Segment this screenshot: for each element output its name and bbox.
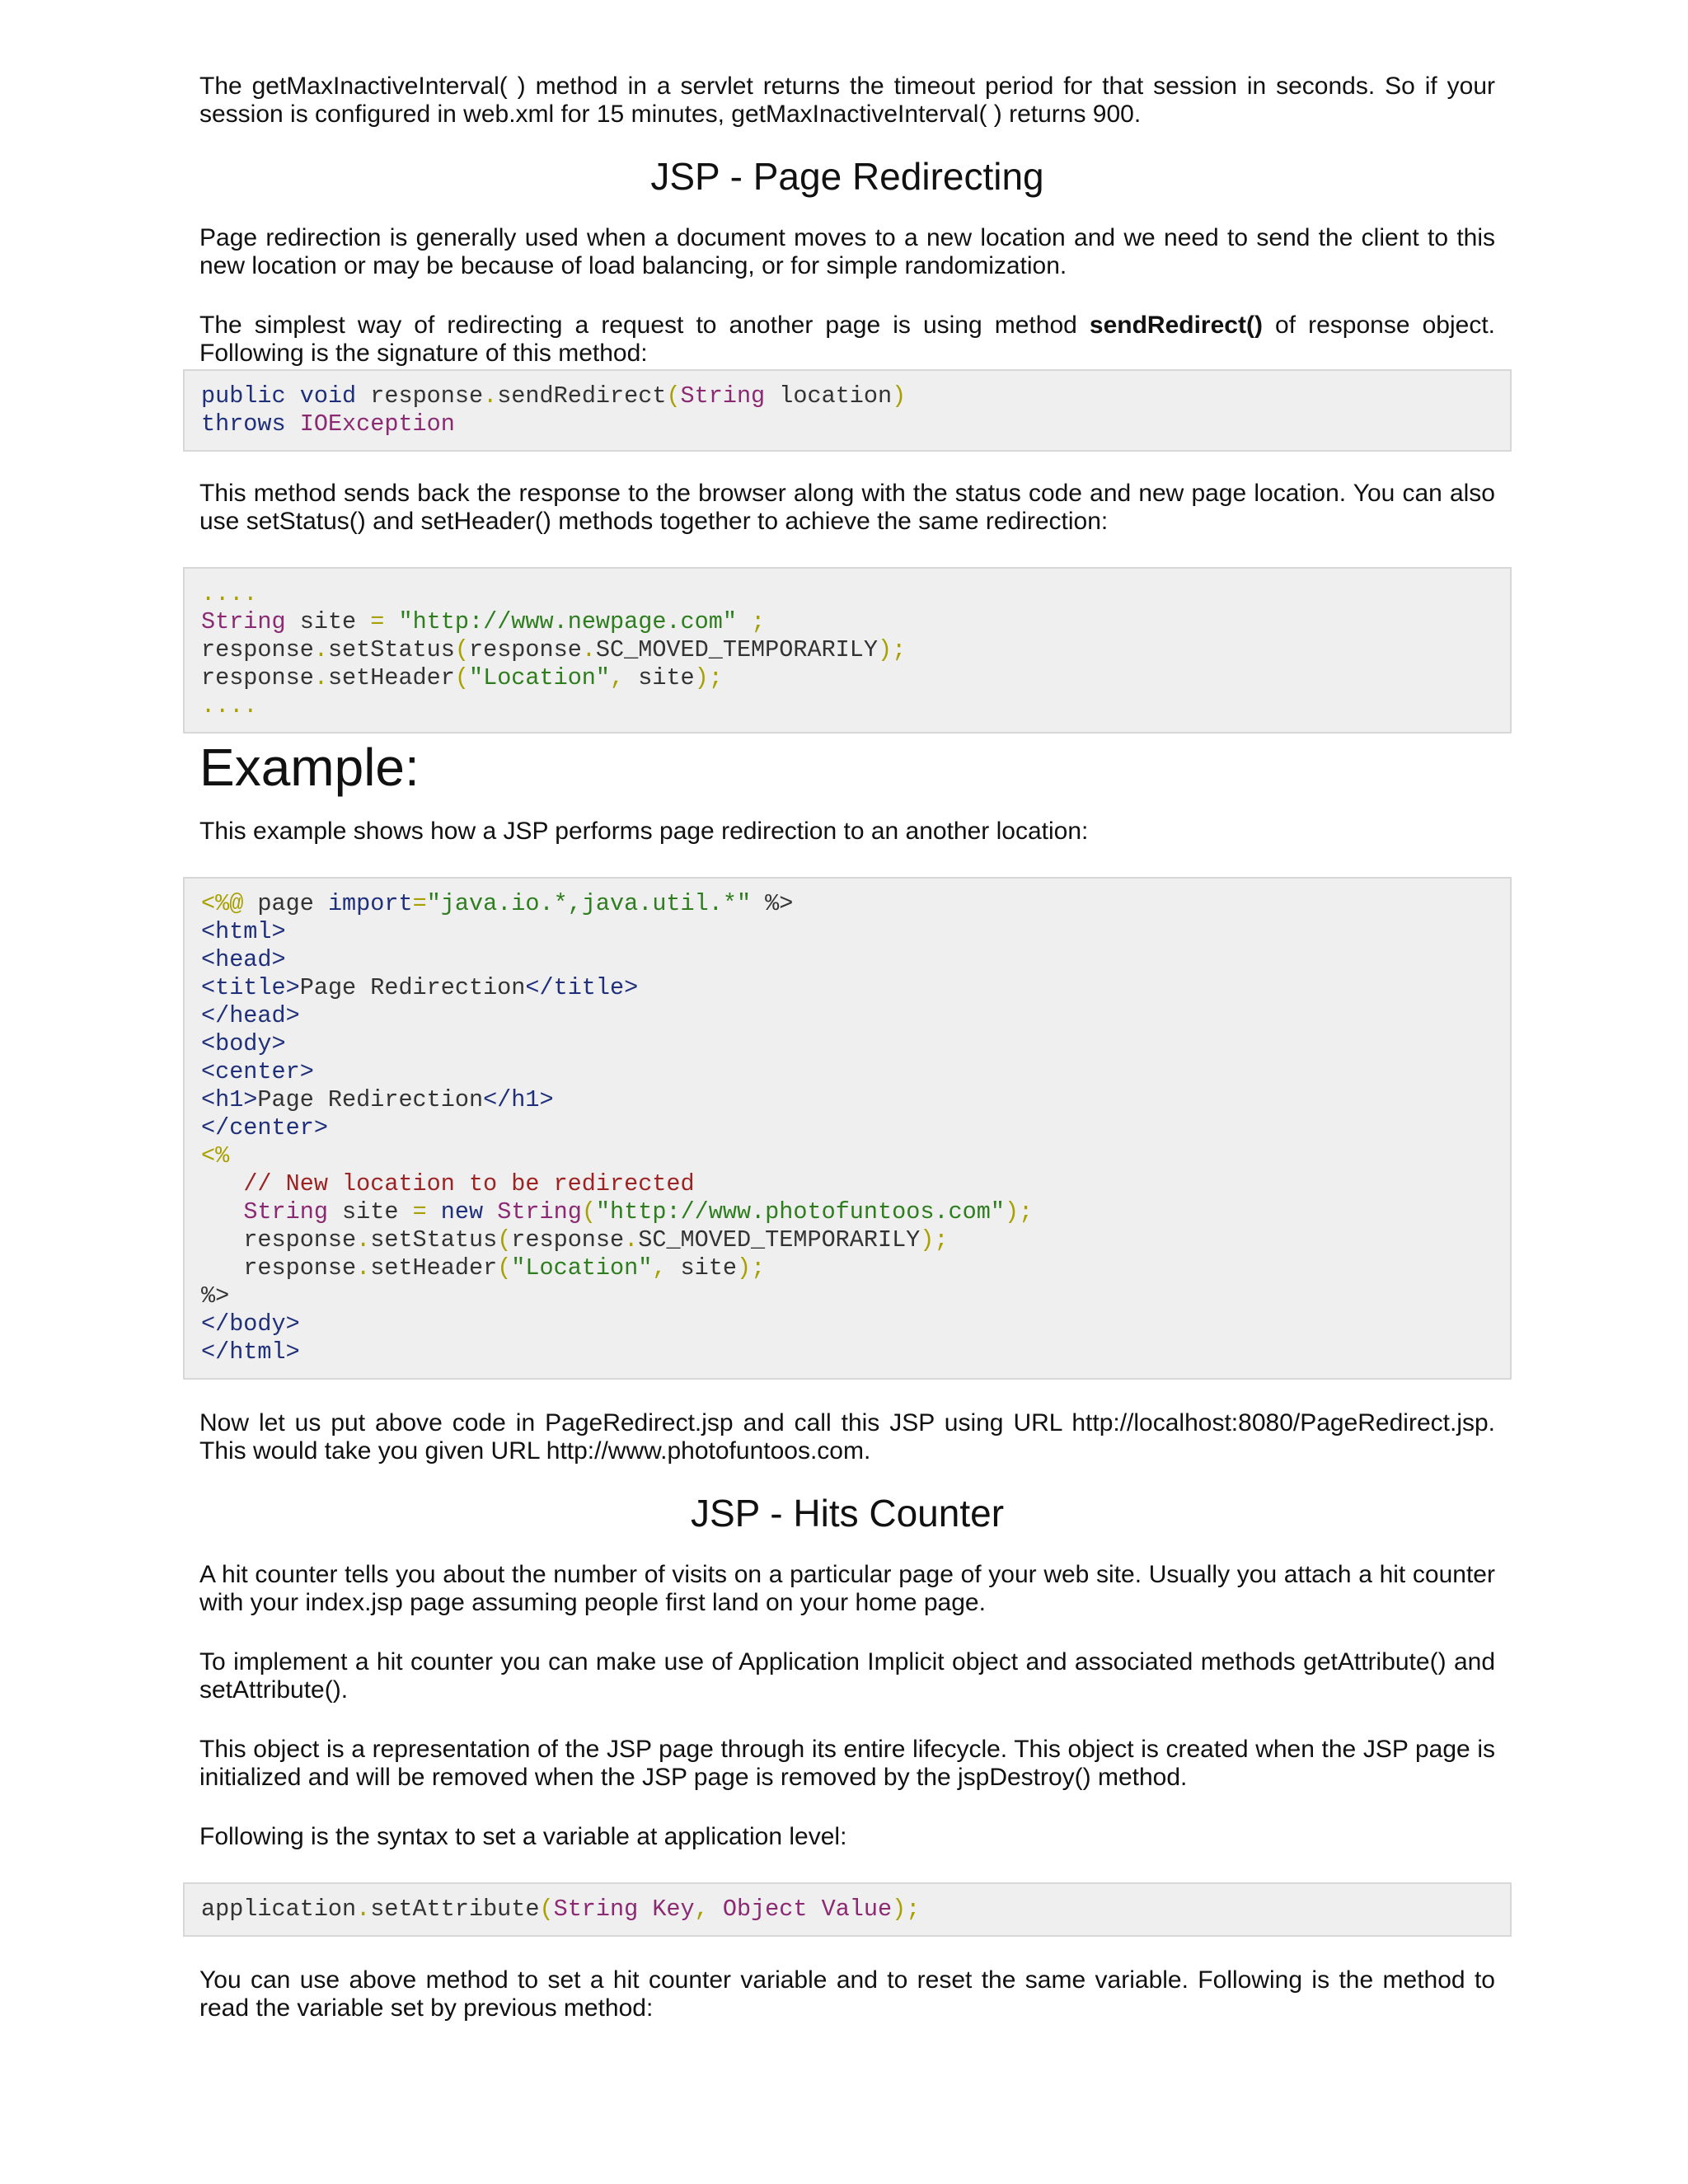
hits-paragraph-5: You can use above method to set a hit counter variable and to reset the same variable. Following is the method to read the variable set by previous method: (199, 1966, 1495, 2022)
hits-paragraph-2: To implement a hit counter you can make use of Application Implicit object and associated methods getAttribute() and setAttribute(). (199, 1648, 1495, 1704)
redirect-paragraph-2 (199, 312, 1495, 368)
redirect-paragraph-1: Page redirection is generally used when a document moves to a new location and we need to send the client to this new location or may be because of load balancing, or for simple randomization. (199, 224, 1495, 279)
redirect-paragraph-3: This method sends back the response to the browser along with the status code and new page location. You can also use setStatus() and setHeader() methods together to achieve the same redirection: (199, 480, 1495, 535)
hits-paragraph-4: Following is the syntax to set a variable at application level: (199, 1823, 847, 1850)
redirect-paragraph-2-text-b: of response object. Following is the signature of this method: (199, 312, 1495, 367)
example-paragraph-1: This example shows how a JSP performs page redirection to an another location: (199, 818, 1089, 845)
code-block-set-attribute: application.setAttribute(String Key, Object Value); (183, 1882, 1512, 1937)
hits-paragraph-3: This object is a representation of the JSP page through its entire lifecycle. This object is created when the JSP page is initialized and will be removed when the JSP page is removed by the jspDestroy() method. (199, 1736, 1495, 1791)
code-block-send-redirect: public void response.sendRedirect(String location) throws IOException (183, 369, 1512, 452)
intro-paragraph: The getMaxInactiveInterval( ) method in a servlet returns the timeout period for that session in seconds. So if your session is configured in web.xml for 15 minutes, getMaxInactiveInterval( ) returns 900. (199, 73, 1495, 128)
section-title-redirecting: JSP - Page Redirecting (650, 155, 1044, 198)
send-redirect-keyword: sendRedirect() (1089, 312, 1263, 339)
code-block-jsp-example: <%@ page import="java.io.*,java.util.*" %> <html> <head> <title>Page Redirection</title> </head> <body> <center> <h1>Page Redirection</h1> </center> <% // New location to be redirected String site = new String("http://www.photofuntoos.com"); response.setStatus(response.SC_MOVED_TEMPORARILY); response.setHeader("Location", site); %> </body> </html> (183, 877, 1512, 1380)
hits-paragraph-1: A hit counter tells you about the number of visits on a particular page of your web site. Usually you attach a hit counter with your index.jsp page assuming people first land on your home page. (199, 1561, 1495, 1616)
example-heading: Example: (199, 738, 420, 797)
code-block-set-status: .... String site = "http://www.newpage.com" ; response.setStatus(response.SC_MOVED_TEMPORARILY); response.setHeader("Location", site); .... (183, 567, 1512, 733)
example-paragraph-2: Now let us put above code in PageRedirect.jsp and call this JSP using URL http://localhost:8080/PageRedirect.jsp. This would take you given URL http://www.photofuntoos.com. (199, 1409, 1495, 1465)
document-page (199, 73, 1495, 2022)
section-title-hits-counter: JSP - Hits Counter (690, 1492, 1005, 1535)
redirect-paragraph-2-text-a: The simplest way of redirecting a request to another page is using method (199, 312, 1090, 339)
